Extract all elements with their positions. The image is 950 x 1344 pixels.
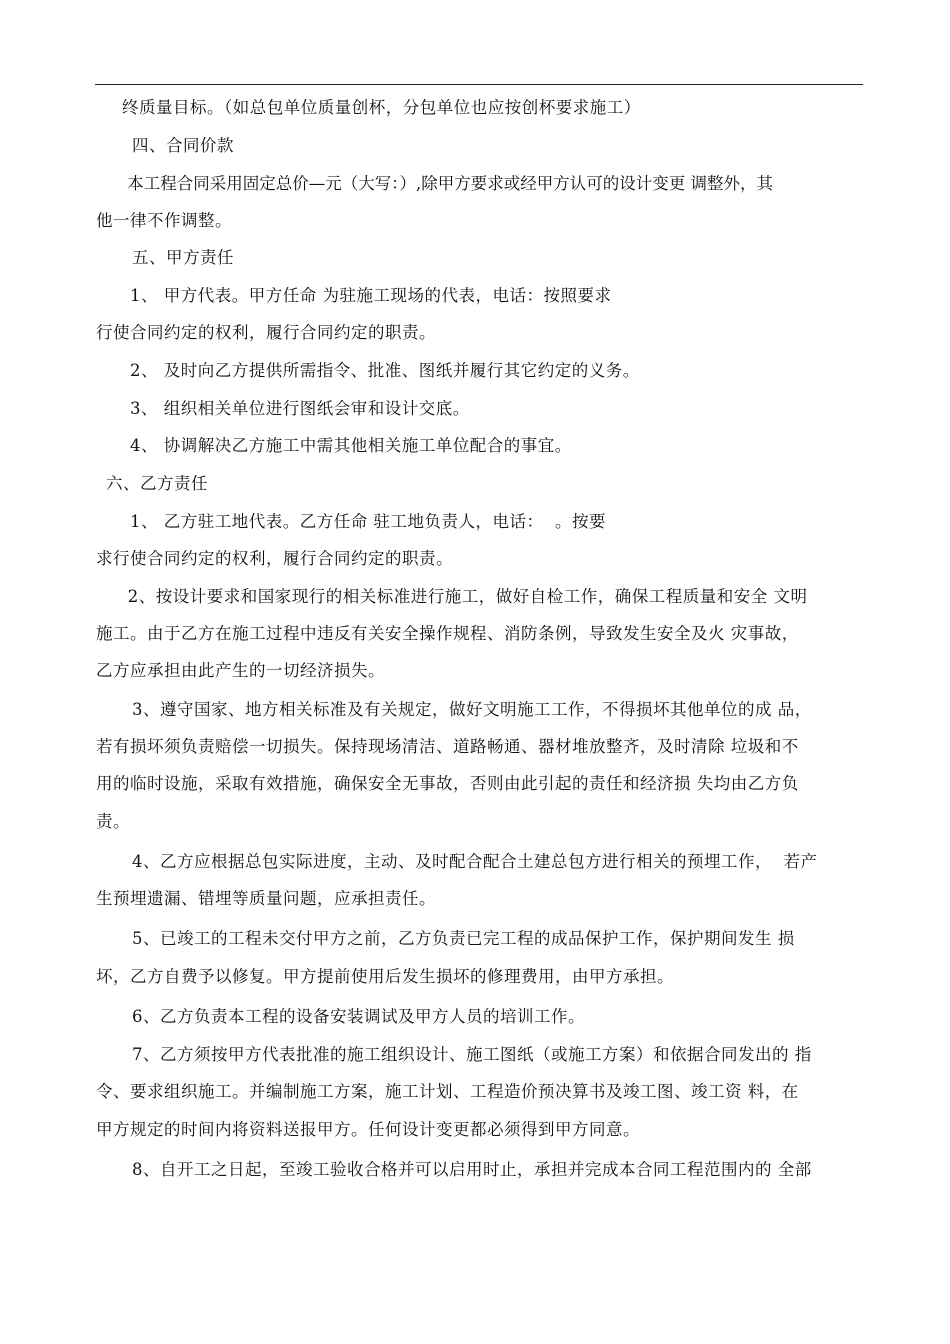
text-line: 乙方应承担由此产生的一切经济损失。 [96,661,385,680]
text-line: 行使合同约定的权利，履行合同约定的职责。 [96,323,436,342]
text-line: 4、 协调解决乙方施工中需其他相关施工单位配合的事宜。 [130,436,572,455]
text-line: 8、自开工之日起，至竣工验收合格并可以启用时止，承担并完成本合同工程范围内的 全部 [132,1160,812,1179]
text-line: 2、 及时向乙方提供所需指令、批准、图纸并履行其它约定的义务。 [130,361,640,380]
text-line: 生预埋遗漏、错埋等质量问题，应承担责任。 [96,889,436,908]
text-line: 3、 组织相关单位进行图纸会审和设计交底。 [130,399,470,418]
section-heading-6: 六、乙方责任 [106,474,208,493]
text-line: 坏，乙方自费予以修复。甲方提前使用后发生损坏的修理费用，由甲方承担。 [96,967,674,986]
text-line: 终质量目标。（如总包单位质量创杯，分包单位也应按创杯要求施工） [122,98,641,117]
text-line: 责。 [96,812,130,831]
text-line: 若有损坏须负责赔偿一切损失。保持现场清洁、道路畅通、器材堆放整齐，及时清除 垃圾和不 [96,737,799,756]
text-line: 甲方规定的时间内将资料送报甲方。任何设计变更都必须得到甲方同意。 [96,1120,640,1139]
text-line: 3、遵守国家、地方相关标准及有关规定，做好文明施工工作，不得损坏其他单位的成 品， [132,700,812,719]
text-line: 4、乙方应根据总包实际进度，主动、及时配合配合土建总包方进行相关的预埋工作， 若产 [132,852,818,871]
text-line: 5、已竣工的工程未交付甲方之前，乙方负责已完工程的成品保护工作，保护期间发生 损 [132,929,795,948]
text-line: 1、 乙方驻工地代表。乙方任命 驻工地负责人，电话： 。按要 [130,512,606,531]
text-line: 6、乙方负责本工程的设备安装调试及甲方人员的培训工作。 [132,1007,585,1026]
text-line: 施工。由于乙方在施工过程中违反有关安全操作规程、消防条例，导致发生安全及火 灾事故， [96,624,799,643]
text-line: 7、乙方须按甲方代表批准的施工组织设计、施工图纸（或施工方案）和依据合同发出的 指 [132,1045,812,1064]
text-line: 他一律不作调整。 [96,211,232,230]
section-heading-4: 四、合同价款 [132,136,234,155]
text-line: 本工程合同采用固定总价—元（大写：）,除甲方要求或经甲方认可的设计变更 调整外，其 [122,174,773,193]
text-line: 1、 甲方代表。甲方任命 为驻施工现场的代表，电话：按照要求 [130,286,612,305]
header-rule [95,84,863,85]
text-line: 令、要求组织施工。并编制施工方案，施工计划、工程造价预决算书及竣工图、竣工资 料，在 [96,1082,799,1101]
text-line: 求行使合同约定的权利，履行合同约定的职责。 [96,549,453,568]
text-line: 2、按设计要求和国家现行的相关标准进行施工，做好自检工作，确保工程质量和安全 文明 [122,587,808,606]
text-line: 用的临时设施，采取有效措施，确保安全无事故，否则由此引起的责任和经济损 失均由乙方负 [96,774,799,793]
section-heading-5: 五、甲方责任 [132,248,234,267]
